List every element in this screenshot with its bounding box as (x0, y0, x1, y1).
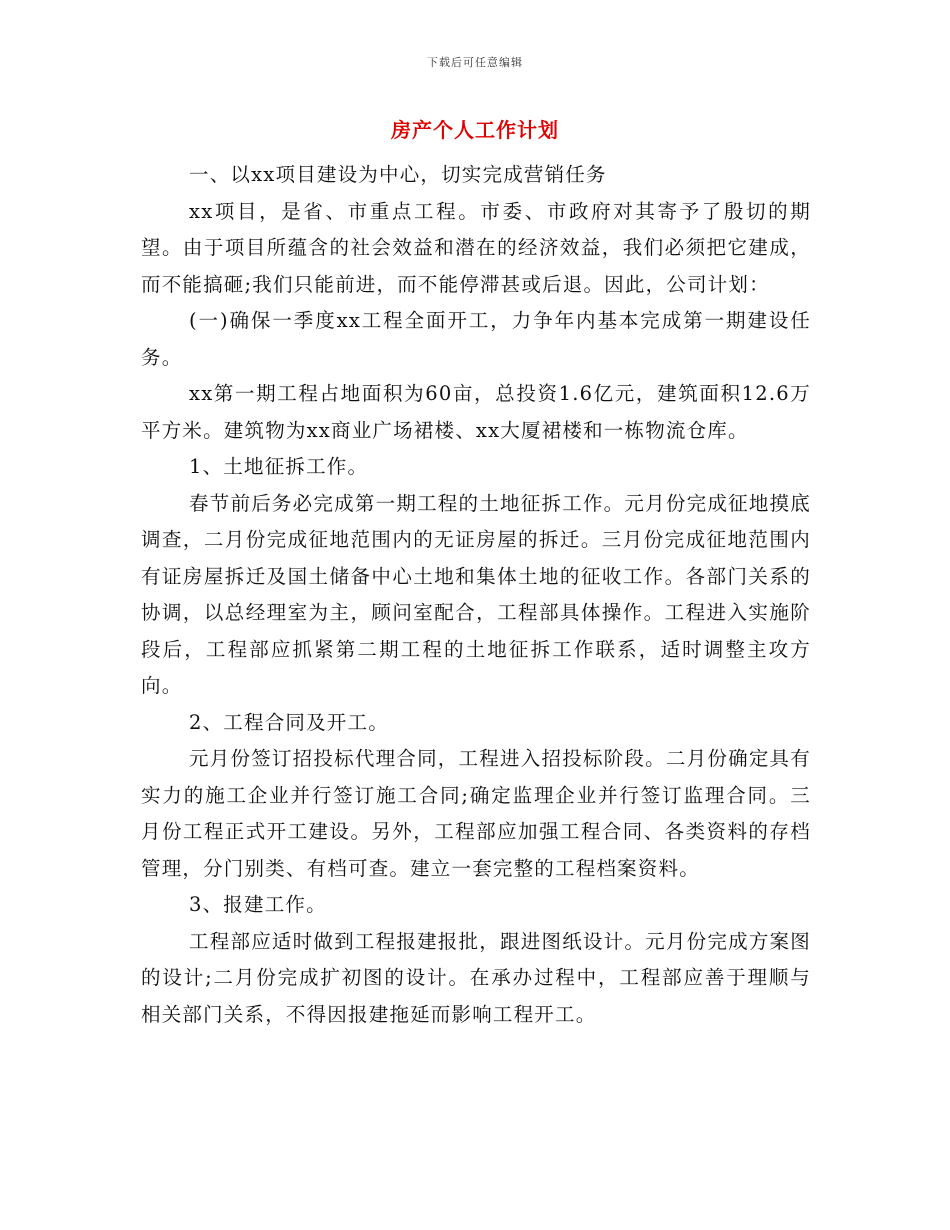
body-paragraph: 元月份签订招投标代理合同，工程进入招投标阶段。二月份确定具有实力的施工企业并行签订施工合同;确定监理企业并行签订监理合同。三月份工程正式开工建设。另外，工程部应加强工程合同、各类资料的存档管理，分门别类、有档可查。建立一套完整的工程档案资料。 (141, 747, 811, 880)
document-body (141, 157, 811, 1033)
body-paragraph: xx第一期工程占地面积为60亩，总投资1.6亿元，建筑面积12.6万平方米。建筑物为xx商业广场裙楼、xx大厦裙楼和一栋物流仓库。 (141, 382, 811, 442)
body-paragraph: xx项目，是省、市重点工程。市委、市政府对其寄予了殷切的期望。由于项目所蕴含的社会效益和潜在的经济效益，我们必须把它建成，而不能搞砸;我们只能前进，而不能停滞甚或后退。因此，公司计划： (141, 199, 811, 296)
body-paragraph: 工程部应适时做到工程报建报批，跟进图纸设计。元月份完成方案图的设计;二月份完成扩初图的设计。在承办过程中，工程部应善于理顺与相关部门关系，不得因报建拖延而影响工程开工。 (141, 929, 811, 1026)
document-title: 房产个人工作计划 (391, 118, 559, 142)
item-heading: 3、报建工作。 (189, 893, 327, 916)
item-heading: 2、工程合同及开工。 (189, 710, 389, 734)
subsection-heading: (一)确保一季度xx工程全面开工，力争年内基本完成第一期建设任务。 (141, 309, 811, 369)
body-paragraph: 春节前后务必完成第一期工程的土地征拆工作。元月份完成征地摸底调查，二月份完成征地范围内的无证房屋的拆迁。三月份完成征地范围内有证房屋拆迁及国土储备中心土地和集体土地的征收工作。各部门关系的协调，以总经理室为主，顾问室配合，工程部具体操作。工程进入实施阶段后，工程部应抓紧第二期工程的土地征拆工作联系，适时调整主攻方向。 (141, 491, 811, 697)
page-header-note: 下载后可任意编辑 (427, 56, 523, 69)
item-heading: 1、土地征拆工作。 (189, 455, 369, 478)
section-heading: 一、以xx项目建设为中心，切实完成营销任务 (189, 163, 607, 186)
